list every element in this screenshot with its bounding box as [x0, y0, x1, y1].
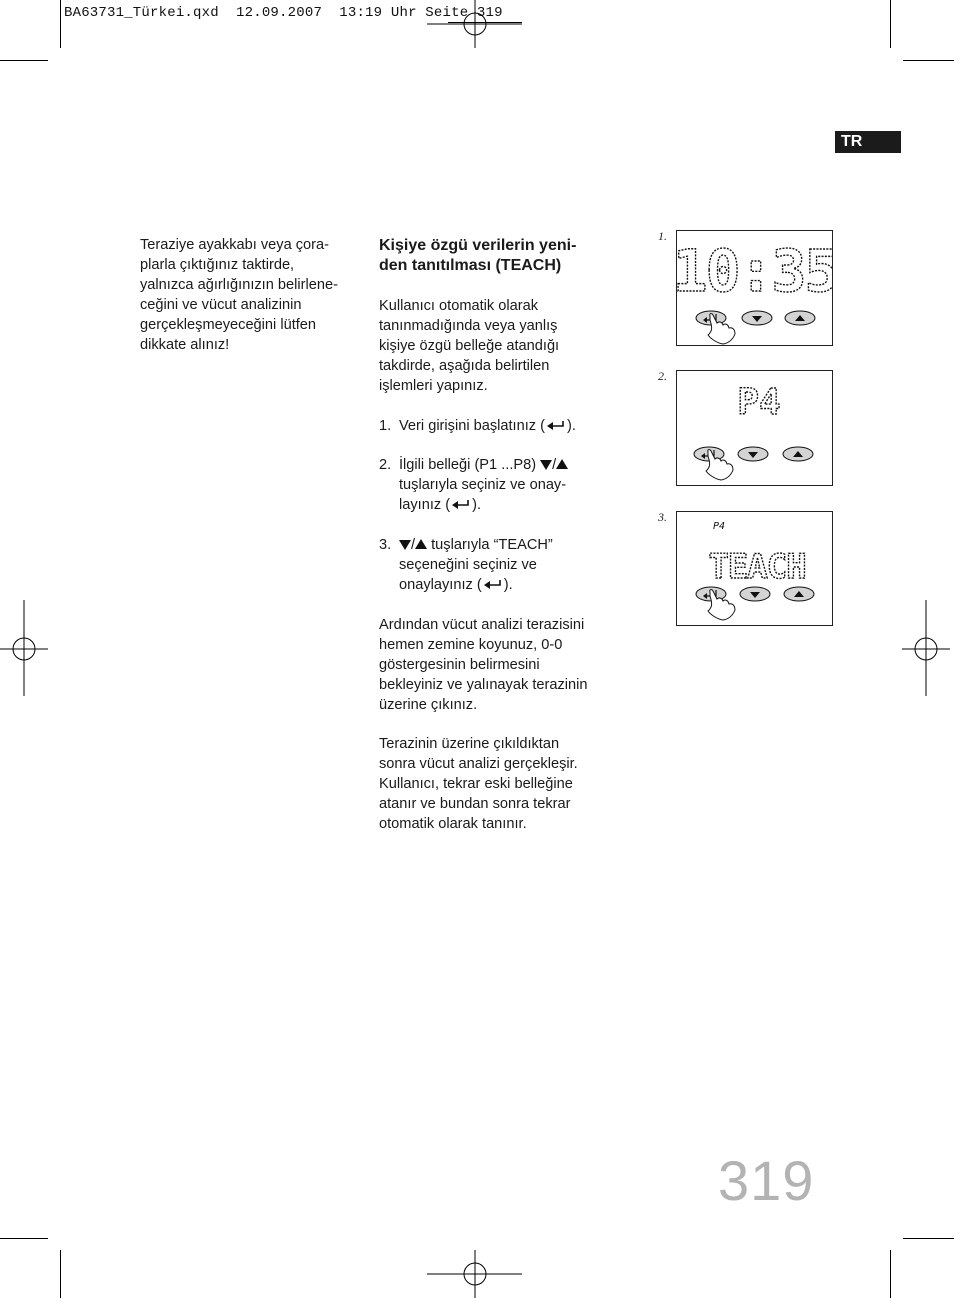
text-line: yalnızca ağırlığınızın belirlene- [140, 276, 338, 293]
lcd-reading: 10:35 [677, 237, 832, 305]
down-button-icon[interactable] [740, 587, 770, 601]
step-line: layınız ( [399, 497, 451, 514]
text-line: Teraziye ayakkabı veya çora- [140, 237, 329, 253]
up-button-icon[interactable] [783, 447, 813, 461]
scale-display-figure-2 [676, 370, 833, 486]
text-line: plarla çıktığınız taktirde, [140, 256, 295, 273]
up-button-icon[interactable] [785, 311, 815, 325]
text-line: sonra vücut analizi gerçekleşir. [379, 756, 578, 773]
step-line: ). [503, 576, 513, 593]
text-line: ceğini ve vücut analizinin [140, 296, 302, 313]
up-button-icon[interactable] [784, 587, 814, 601]
down-button-icon[interactable] [742, 311, 772, 325]
text-line: takdirde, aşağıda belirtilen [379, 357, 550, 374]
down-arrow-icon [540, 459, 552, 470]
step-line: ). [567, 417, 576, 434]
text-line: bekleyiniz ve yalınayak terazinin [379, 676, 588, 693]
up-arrow-icon [556, 459, 568, 470]
step-1 [379, 417, 604, 437]
figure-label-3: 3. [658, 510, 667, 524]
text-line: gerçekleşmeyeceğini lütfen [140, 316, 317, 333]
scale-buttons [677, 231, 832, 350]
step-text: İlgili belleği (P1 ...P8) / tuşlarıyla seçiniz ve onay- layınız ( ). [399, 456, 604, 516]
text-line: Kullanıcı, tekrar eski belleğine [379, 776, 573, 793]
text-line: Kullanıcı otomatik olarak [379, 298, 538, 314]
page-number: 319 [718, 1149, 815, 1212]
text-line: göstergesinin belirmesini [379, 656, 540, 673]
lcd-memory-indicator: P4 [713, 521, 726, 532]
text-line: atanır ve bundan sonra tekrar [379, 796, 571, 813]
lcd-reading: TEACH [708, 547, 806, 587]
step-number: 3. [379, 537, 392, 554]
final-paragraph [379, 735, 604, 835]
text-line: otomatik olarak tanınır. [379, 816, 527, 833]
step-line: onaylayınız ( [399, 576, 482, 593]
step-line: tuşlarıyla “TEACH” [431, 537, 553, 554]
figure-label-1: 1. [658, 229, 667, 243]
registration-mark-bottom [427, 1250, 527, 1298]
slug-page: Seite 319 [425, 5, 503, 21]
step-text: / tuşlarıyla “TEACH” seçeneğini seçiniz ve onaylayınız ( ). [399, 536, 604, 596]
slug-date: 12.09.2007 [236, 5, 323, 21]
enter-key-icon [545, 419, 567, 431]
text-line: kişiye özgü belleğe atandığı [379, 337, 560, 354]
text-line: üzerine çıkınız. [379, 696, 478, 713]
step-text [399, 417, 604, 437]
step-line: tuşlarıyla seçiniz ve onay- [399, 477, 567, 494]
slug-time: 13:19 [339, 5, 383, 21]
step-line: ). [472, 497, 482, 514]
step-2 [379, 456, 604, 516]
intro-paragraph [379, 297, 604, 397]
text-line: tanınmadığında veya yanlış [379, 317, 558, 334]
teach-instructions [379, 236, 604, 855]
step-line: seçeneğini seçiniz ve [399, 557, 537, 574]
up-arrow-icon [415, 539, 427, 550]
registration-mark-top [427, 0, 527, 50]
text-line: işlemleri yapınız. [379, 377, 488, 394]
slug-unit: Uhr [390, 5, 417, 21]
after-paragraph [379, 616, 604, 716]
step-number: 1. [379, 417, 392, 434]
section-heading [379, 236, 604, 276]
step-line: Veri girişini başlatınız ( [399, 417, 545, 434]
scale-buttons [677, 371, 832, 490]
language-badge: TR [835, 131, 901, 153]
lcd-reading: P4 [737, 382, 781, 423]
step-3 [379, 536, 604, 596]
text-line: dikkate alınız! [140, 336, 230, 353]
registration-mark-left [0, 600, 50, 698]
shoes-warning-text [140, 236, 350, 355]
heading-line: Kişiye özgü verilerin yeni- [379, 237, 577, 254]
figure-label-2: 2. [658, 369, 667, 383]
heading-line: den tanıtılması (TEACH) [379, 257, 562, 274]
text-line: hemen zemine koyunuz, 0-0 [379, 636, 563, 653]
enter-key-icon [482, 578, 504, 590]
text-line: Terazinin üzerine çıkıldıktan [379, 736, 560, 753]
scale-display-figure-1 [676, 230, 833, 346]
scale-buttons [677, 512, 832, 630]
slug-file: BA63731_Türkei.qxd [64, 5, 219, 21]
text-line: Ardından vücut analizi terazisini [379, 616, 585, 633]
down-button-icon[interactable] [738, 447, 768, 461]
step-line: İlgili belleği (P1 ...P8) [399, 457, 537, 474]
registration-mark-right [900, 600, 954, 698]
step-number: 2. [379, 457, 392, 474]
scale-display-figure-3 [676, 511, 833, 626]
enter-key-icon [450, 498, 472, 510]
down-arrow-icon [399, 539, 411, 550]
